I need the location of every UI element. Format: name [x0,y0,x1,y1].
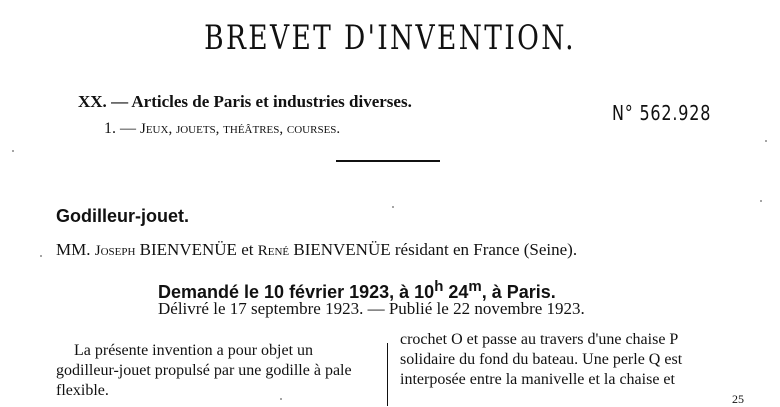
speck [40,255,42,257]
speck [392,206,394,208]
page-title: BREVET D'INVENTION. [204,18,576,58]
column-divider [387,343,388,406]
inventors-line [56,240,577,260]
inventor2-first: René [257,243,290,259]
filing-minutes: 24 [443,282,469,302]
inventors-prefix: MM. [56,240,91,259]
speck [765,140,767,142]
inventor1-first: Joseph [94,243,136,259]
divider-rule [336,160,440,162]
left-line: godilleur-jouet propulsé par une godille à pale [56,362,352,379]
left-line: flexible. [56,382,109,399]
patent-number: N° 562.928 [612,101,712,125]
left-line: La présente invention a pour objet un [74,342,314,359]
speck [760,200,762,202]
right-line: crochet O et passe au travers d'une chaise P [400,331,679,348]
right-column [400,330,722,390]
class-number: XX. [78,92,107,111]
inventor1-last: BIENVENÜE [139,240,237,259]
page-number: 25 [732,392,744,406]
filing-hour-sup: h [434,278,444,295]
filing-minute-sup: m [468,278,482,295]
left-column [56,341,376,401]
subclass-number: 1. — [104,120,136,137]
inventor2-last: BIENVENÜE [293,240,391,259]
class-heading [78,92,412,112]
subclass-heading [104,120,340,138]
subclass-name: Jeux, jouets, théâtres, courses. [140,121,341,137]
delivery-publication-date: Délivré le 17 septembre 1923. — Publié le 22 novembre 1923. [158,299,585,318]
class-name: — Articles de Paris et industries diverses. [111,92,412,111]
and-word: et [241,240,254,259]
residence: résidant en France (Seine). [394,240,578,259]
right-line: interposée entre la manivelle et la chaise et [400,371,675,388]
right-line: solidaire du fond du bateau. Une perle Q est [400,351,683,368]
filing-place: , à Paris. [481,282,556,302]
filing-date-text: Demandé le 10 février 1923, à 10 [158,282,435,302]
speck [280,398,282,400]
speck [12,150,14,152]
patent-title: Godilleur-jouet. [56,206,189,226]
